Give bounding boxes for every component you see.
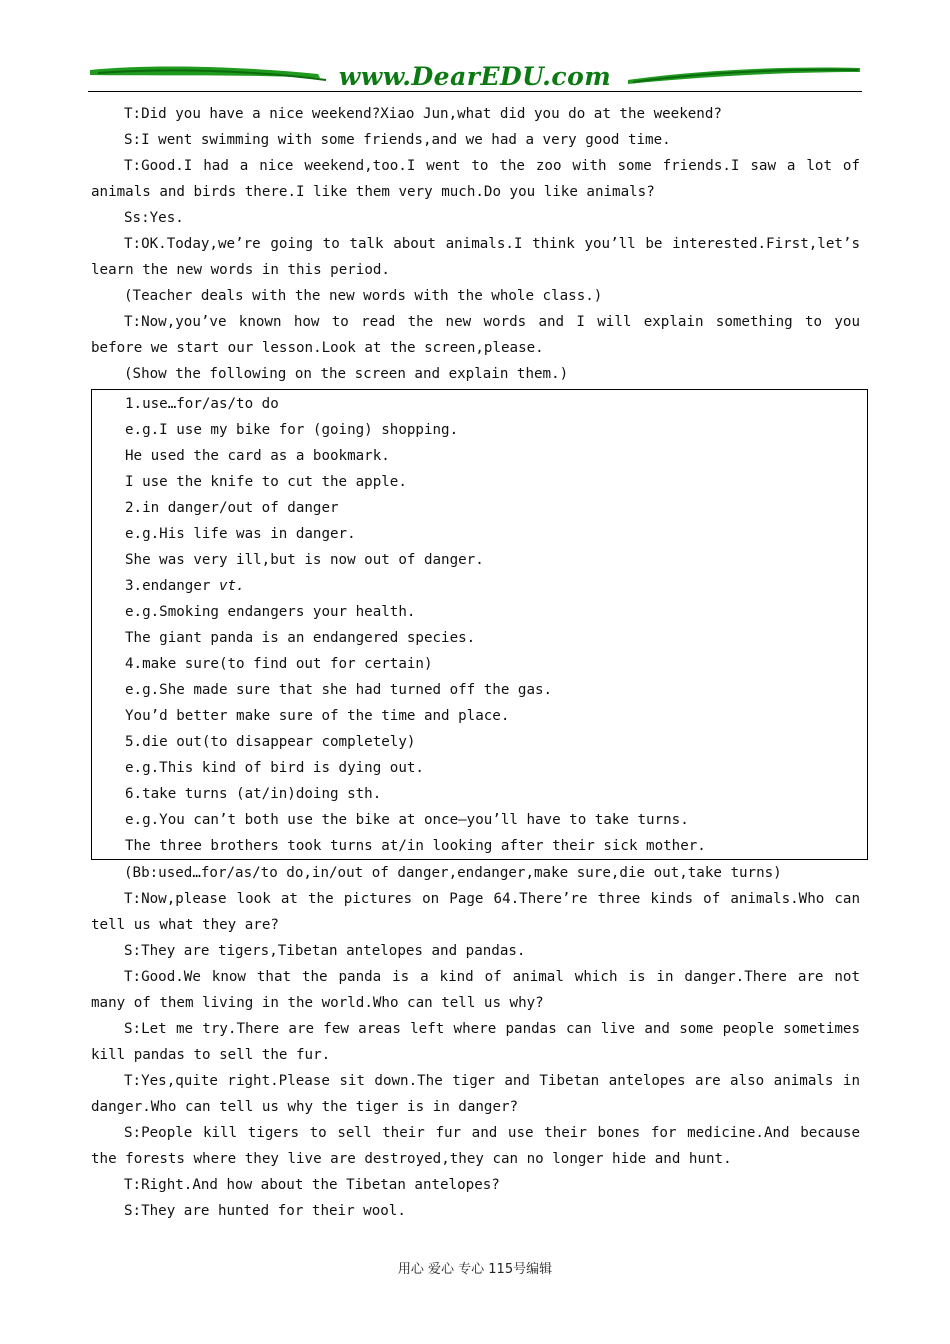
site-logo: www.DearEDU.com [338, 62, 612, 91]
box-line: e.g.I use my bike for (going) shopping. [125, 422, 459, 438]
box-line: 5.die out(to disappear completely) [125, 734, 416, 750]
box-line: e.g.Smoking endangers your health. [125, 604, 416, 620]
box-line: e.g.His life was in danger. [125, 526, 356, 542]
paragraph: Ss:Yes. [124, 210, 184, 226]
box-line: 2.in danger/out of danger [125, 500, 339, 516]
paragraph: S:They are tigers,Tibetan antelopes and pandas. [124, 943, 526, 959]
document-body [91, 101, 869, 1224]
paragraph: S:Let me try.There are few areas left where pandas can live and some people sometimes kill pandas to sell the fur. [91, 1021, 869, 1063]
box-line: e.g.You can’t both use the bike at once—you’ll have to take turns. [125, 812, 689, 828]
paragraph: T:OK.Today,we’re going to talk about animals.I think you’ll be interested.First,let’s learn the new words in this period. [91, 236, 869, 278]
paragraph: T:Did you have a nice weekend?Xiao Jun,what did you do at the weekend? [124, 106, 722, 122]
paragraph: (Bb:used…for/as/to do,in/out of danger,endanger,make sure,die out,take turns) [124, 865, 782, 881]
box-line: e.g.She made sure that she had turned off the gas. [125, 682, 553, 698]
paragraph: T:Now,you’ve known how to read the new words and I will explain something to you before we start our lesson.Look at the screen,please. [91, 314, 869, 356]
header-rule [88, 91, 862, 92]
paragraph: T:Good.We know that the panda is a kind of animal which is in danger.There are not many of them living in the world.Who can tell us why? [91, 969, 869, 1011]
paragraph: S:People kill tigers to sell their fur and use their bones for medicine.And because the forests where they live are destroyed,they can no longer hide and hunt. [91, 1125, 869, 1167]
paragraph: S:They are hunted for their wool. [124, 1203, 406, 1219]
paragraph: T:Good.I had a nice weekend,too.I went to the zoo with some friends.I saw a lot of animals and birds there.I like them very much.Do you like animals? [91, 158, 869, 200]
box-line: The giant panda is an endangered species. [125, 630, 476, 646]
box-line: She was very ill,but is now out of danger. [125, 552, 484, 568]
box-line: You’d better make sure of the time and place. [125, 708, 510, 724]
paragraph: (Teacher deals with the new words with the whole class.) [124, 288, 603, 304]
box-line: e.g.This kind of bird is dying out. [125, 760, 424, 776]
part-of-speech: vt. [218, 578, 245, 594]
paragraph: (Show the following on the screen and explain them.) [124, 366, 569, 382]
box-line: 6.take turns (at/in)doing sth. [125, 786, 382, 802]
screen-notes-box [91, 389, 868, 860]
page-footer: 用心 爱心 专心 115号编辑 [397, 1262, 553, 1277]
page-header [88, 58, 862, 94]
paragraph: T:Yes,quite right.Please sit down.The tiger and Tibetan antelopes are also animals in danger.Who can tell us why the tiger is in danger? [91, 1073, 869, 1115]
paragraph: T:Now,please look at the pictures on Page 64.There’re three kinds of animals.Who can tell us what they are? [91, 891, 869, 933]
box-line-text: 3.endanger [125, 578, 219, 594]
box-line: The three brothers took turns at/in looking after their sick mother. [125, 838, 706, 854]
paragraph: S:I went swimming with some friends,and we had a very good time. [124, 132, 671, 148]
box-line: I use the knife to cut the apple. [125, 474, 407, 490]
paragraph: T:Right.And how about the Tibetan antelopes? [124, 1177, 500, 1193]
box-line: 1.use…for/as/to do [125, 396, 279, 412]
box-line: 4.make sure(to find out for certain) [125, 656, 433, 672]
box-line-endanger [92, 573, 867, 599]
box-line: He used the card as a bookmark. [125, 448, 390, 464]
